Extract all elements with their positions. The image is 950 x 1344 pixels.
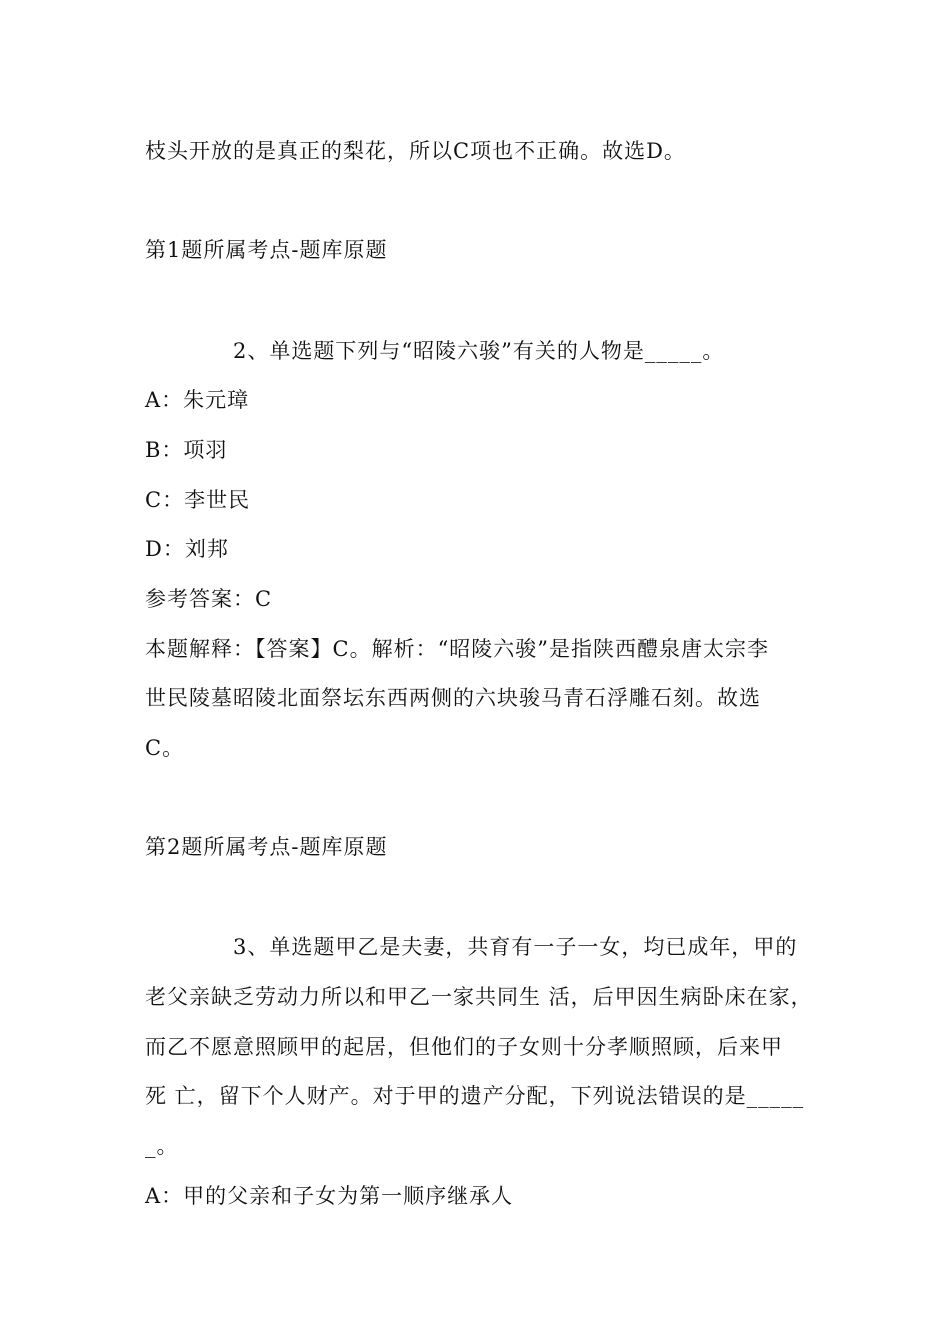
q2-option-a: A：朱元璋 (145, 388, 250, 412)
q2-option-b: B：项羽 (145, 438, 228, 462)
q2-answer: 参考答案：C (145, 587, 273, 611)
q3-stem-line-5: _。 (145, 1134, 179, 1158)
q2-knowledge-point: 第2题所属考点-题库原题 (145, 835, 388, 859)
q2-explanation-line-3: C。 (145, 736, 185, 760)
q2-stem: 2、单选题下列与“昭陵六骏”有关的人物是_____。 (233, 339, 725, 363)
q1-knowledge-point: 第1题所属考点-题库原题 (145, 238, 388, 262)
q3-stem-line-3: 而乙不愿意照顾甲的起居，但他们的子女则十分孝顺照顾，后来甲 (145, 1035, 783, 1059)
q3-stem-line-4: 死 亡，留下个人财产。对于甲的遗产分配，下列说法错误的是_____ (145, 1084, 805, 1108)
q2-option-c: C：李世民 (145, 488, 251, 512)
q3-stem-line-1: 3、单选题甲乙是夫妻，共育有一子一女，均已成年，甲的 (233, 935, 798, 959)
q3-option-a: A：甲的父亲和子女为第一顺序继承人 (145, 1184, 514, 1208)
previous-explanation-end: 枝头开放的是真正的梨花，所以C项也不正确。故选D。 (145, 139, 686, 163)
q3-stem-line-2: 老父亲缺乏劳动力所以和甲乙一家共同生 活，后甲因生病卧床在家， (145, 985, 813, 1009)
q2-explanation-line-1: 本题解释：【答案】C。解析：“昭陵六骏”是指陕西醴泉唐太宗李 (145, 637, 770, 661)
q2-option-d: D：刘邦 (145, 537, 229, 561)
q2-explanation-line-2: 世民陵墓昭陵北面祭坛东西两侧的六块骏马青石浮雕石刻。故选 (145, 686, 761, 710)
